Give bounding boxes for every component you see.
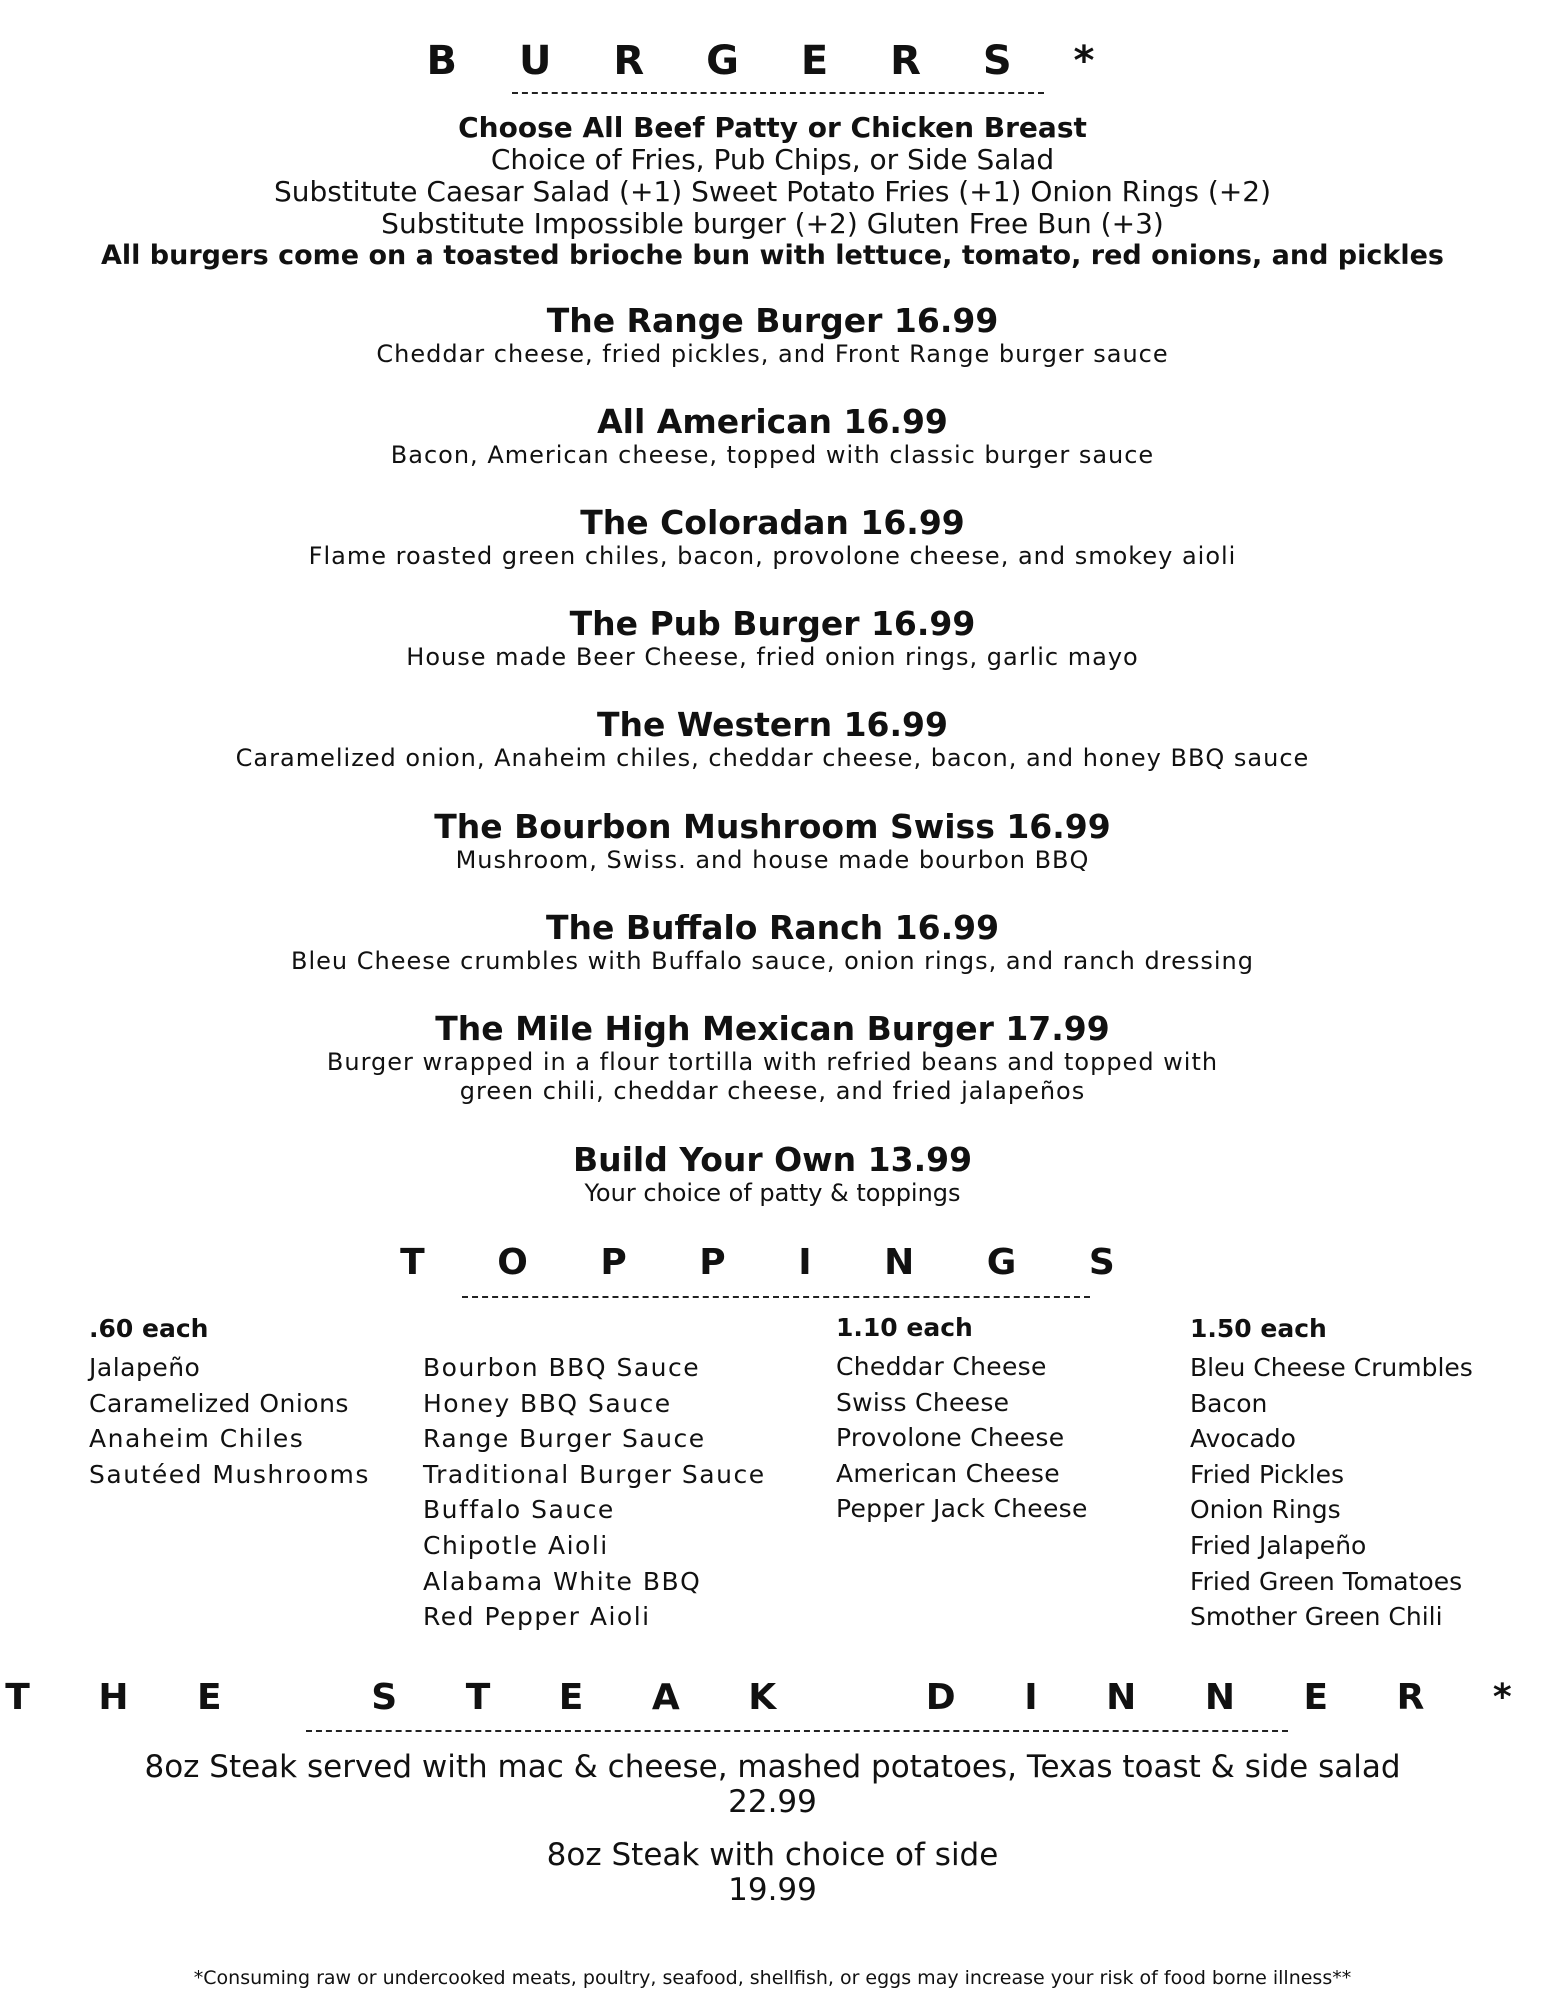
topping-item: Cheddar Cheese bbox=[836, 1352, 1047, 1381]
menu-item-description: Cheddar cheese, fried pickles, and Front Range burger sauce bbox=[376, 340, 1169, 368]
toppings-col-60 bbox=[89, 1314, 370, 1492]
topping-item: Jalapeño bbox=[89, 1353, 201, 1382]
topping-item: Bacon bbox=[1190, 1388, 1268, 1418]
intro-line-substitute-2: Substitute Impossible burger (+2) Gluten Free Bun (+3) bbox=[381, 207, 1164, 240]
topping-item: Buffalo Sauce bbox=[423, 1495, 615, 1525]
topping-item: Pepper Jack Cheese bbox=[836, 1494, 1088, 1524]
menu-item-name: The Range Burger 16.99 bbox=[546, 301, 999, 340]
menu-item-name: The Pub Burger 16.99 bbox=[569, 604, 976, 643]
menu-item bbox=[0, 808, 1545, 875]
steak-divider bbox=[306, 1730, 1288, 1732]
toppings-price-header: .60 each bbox=[89, 1314, 209, 1343]
topping-item: Traditional Burger Sauce bbox=[423, 1459, 766, 1489]
toppings-col-110 bbox=[836, 1313, 1088, 1527]
menu-item bbox=[0, 1141, 1545, 1207]
topping-item: Chipotle Aioli bbox=[423, 1530, 609, 1560]
topping-item: Onion Rings bbox=[1190, 1495, 1341, 1525]
menu-item-description: Caramelized onion, Anaheim chiles, cheddar cheese, bacon, and honey BBQ sauce bbox=[235, 744, 1310, 772]
menu-item-name: The Coloradan 16.99 bbox=[580, 503, 965, 542]
toppings-title: T O P P I N G S bbox=[400, 1242, 1145, 1283]
topping-item: Honey BBQ Sauce bbox=[423, 1388, 672, 1418]
topping-item: Provolone Cheese bbox=[836, 1423, 1065, 1453]
menu-item-name: All American 16.99 bbox=[597, 402, 948, 441]
menu-item bbox=[0, 403, 1545, 470]
menu-item-name: The Bourbon Mushroom Swiss 16.99 bbox=[434, 807, 1111, 846]
topping-item: Anaheim Chiles bbox=[89, 1424, 305, 1454]
topping-item: Red Pepper Aioli bbox=[423, 1602, 651, 1632]
menu-item-description: Bleu Cheese crumbles with Buffalo sauce, onion rings, and ranch dressing bbox=[291, 947, 1254, 975]
menu-item-description: House made Beer Cheese, fried onion rings, garlic mayo bbox=[406, 643, 1139, 671]
burgers-divider bbox=[512, 92, 1044, 94]
menu-item-name: The Buffalo Ranch 16.99 bbox=[545, 908, 1000, 947]
toppings-price-header-blank bbox=[423, 1314, 766, 1350]
toppings-price-header: 1.10 each bbox=[836, 1313, 973, 1342]
intro-line-side: Choice of Fries, Pub Chips, or Side Salad bbox=[490, 143, 1055, 176]
topping-item: Fried Jalapeño bbox=[1190, 1530, 1367, 1560]
topping-item: Avocado bbox=[1190, 1424, 1296, 1454]
menu-item bbox=[0, 1010, 1545, 1106]
steak-offer-desc: 8oz Steak served with mac & cheese, mashed potatoes, Texas toast & side salad bbox=[144, 1749, 1401, 1785]
topping-item: Fried Pickles bbox=[1190, 1459, 1345, 1489]
burgers-title: B U R G E R S * bbox=[426, 38, 1119, 84]
topping-item: Caramelized Onions bbox=[89, 1388, 349, 1418]
steak-title: T H E S T E A K D I N N E R * bbox=[5, 1677, 1540, 1718]
toppings-divider bbox=[462, 1296, 1090, 1298]
menu-item-description: Your choice of patty & toppings bbox=[584, 1179, 961, 1207]
menu-item-description: Burger wrapped in a flour tortilla with refried beans and topped with bbox=[326, 1048, 1219, 1076]
menu-item bbox=[0, 504, 1545, 571]
topping-item: Smother Green Chili bbox=[1190, 1602, 1443, 1632]
menu-item-description: Mushroom, Swiss. and house made bourbon BBQ bbox=[455, 846, 1090, 874]
toppings-price-header: 1.50 each bbox=[1190, 1314, 1327, 1343]
menu-item-description: Bacon, American cheese, topped with classic burger sauce bbox=[390, 441, 1155, 469]
intro-line-substitute: Substitute Caesar Salad (+1) Sweet Potato Fries (+1) Onion Rings (+2) bbox=[273, 175, 1272, 208]
menu-item bbox=[0, 605, 1545, 672]
menu-item bbox=[0, 302, 1545, 369]
steak-offer-price: 19.99 bbox=[728, 1872, 817, 1908]
steak-offer-desc: 8oz Steak with choice of side bbox=[546, 1837, 999, 1873]
menu-item-name: The Mile High Mexican Burger 17.99 bbox=[435, 1009, 1110, 1048]
toppings-col-150 bbox=[1190, 1314, 1473, 1635]
intro-line-bun: All burgers come on a toasted brioche bun with lettuce, tomato, red onions, and pickles bbox=[101, 240, 1444, 271]
topping-item: American Cheese bbox=[836, 1458, 1060, 1488]
topping-item: Sautéed Mushrooms bbox=[89, 1459, 370, 1489]
menu-item-name: Build Your Own 13.99 bbox=[572, 1140, 973, 1179]
topping-item: Alabama White BBQ bbox=[423, 1566, 702, 1596]
topping-item: Range Burger Sauce bbox=[423, 1424, 706, 1454]
topping-item: Fried Green Tomatoes bbox=[1190, 1566, 1463, 1596]
food-safety-footnote: *Consuming raw or undercooked meats, poultry, seafood, shellfish, or eggs may increase your risk of food borne illness** bbox=[193, 1967, 1352, 1989]
burgers-intro bbox=[0, 112, 1545, 272]
steak-offer-price: 22.99 bbox=[728, 1784, 817, 1820]
menu-item bbox=[0, 909, 1545, 976]
topping-item: Bourbon BBQ Sauce bbox=[423, 1353, 701, 1382]
menu-item-name: The Western 16.99 bbox=[597, 705, 948, 744]
menu-item bbox=[0, 706, 1545, 773]
menu-item-description-line2: green chili, cheddar cheese, and fried jalapeños bbox=[459, 1077, 1086, 1105]
intro-line-patty: Choose All Beef Patty or Chicken Breast bbox=[458, 111, 1087, 144]
topping-item: Bleu Cheese Crumbles bbox=[1190, 1353, 1473, 1382]
topping-item: Swiss Cheese bbox=[836, 1387, 1010, 1417]
toppings-col-sauces bbox=[423, 1314, 766, 1635]
menu-item-description: Flame roasted green chiles, bacon, provolone cheese, and smokey aioli bbox=[308, 542, 1237, 570]
